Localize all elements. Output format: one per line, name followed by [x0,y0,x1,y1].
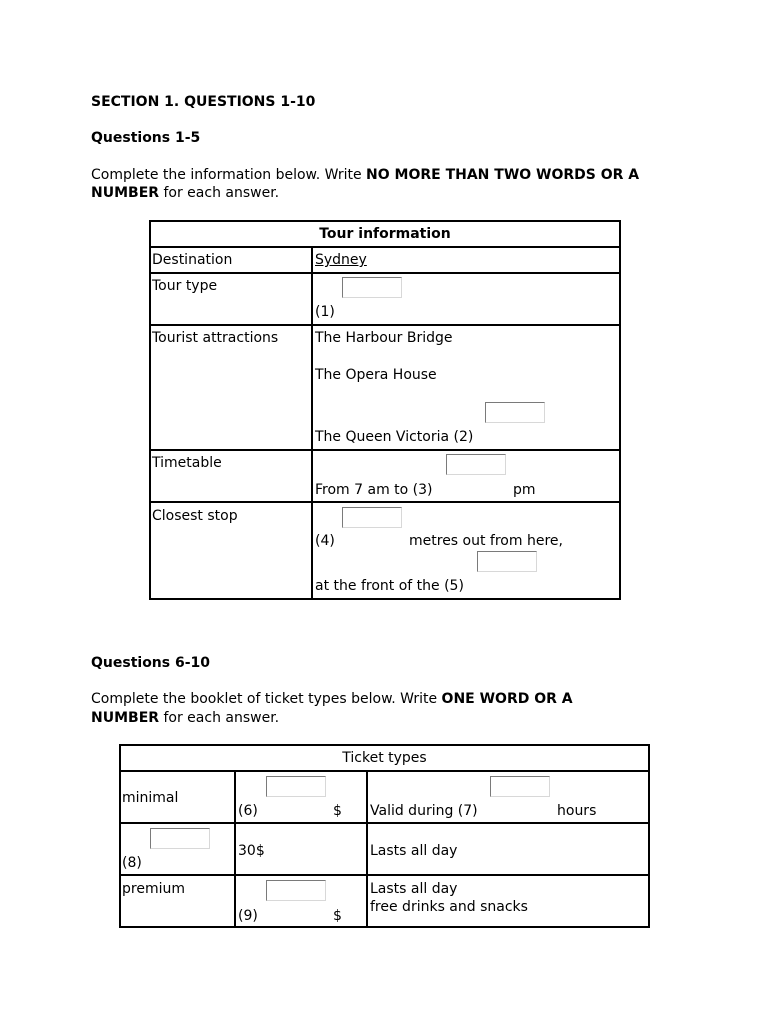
section-title: SECTION 1. QUESTIONS 1-10 [91,94,316,110]
part1-instructions-line2: NUMBER for each answer. [91,185,280,201]
attraction-harbour-bridge: The Harbour Bridge [315,330,453,346]
question-6-currency: $ [333,803,342,819]
answer-3-input[interactable] [446,454,506,475]
question-7-text: Valid during (7) [370,803,478,819]
destination-label: Destination [152,252,233,268]
question-4-label: (4) [315,533,335,549]
answer-9-input[interactable] [266,880,326,901]
timetable-text: From 7 am to (3) [315,482,433,498]
part2-instructions-line1: Complete the booklet of ticket types below. Write ONE WORD OR A [91,691,573,707]
tour-table-title: Tour information [319,226,451,242]
question-9-currency: $ [333,908,342,924]
question-9-label: (9) [238,908,258,924]
ticket-premium-desc-line1: Lasts all day [370,881,458,897]
question-6-label: (6) [238,803,258,819]
answer-2-input[interactable] [485,402,545,423]
ticket-table-title: Ticket types [342,750,427,766]
answer-5-input[interactable] [477,551,537,572]
answer-8-input[interactable] [150,828,210,849]
question-7-suffix: hours [557,803,597,819]
part2-heading: Questions 6-10 [91,655,211,671]
question-8-label: (8) [122,855,142,871]
timetable-suffix: pm [513,482,536,498]
question-5-text: at the front of the (5) [315,578,464,594]
ticket-standard-price: 30$ [238,843,265,859]
part2-instructions-line2: NUMBER for each answer. [91,710,280,726]
ticket-premium-desc-line2: free drinks and snacks [370,899,528,915]
closest-stop-label: Closest stop [152,508,238,524]
attraction-opera-house: The Opera House [315,367,437,383]
timetable-label: Timetable [152,455,222,471]
question-1-label: (1) [315,304,335,320]
ticket-minimal-label: minimal [122,790,179,806]
answer-1-input[interactable] [342,277,402,298]
tour-type-label: Tour type [152,278,218,294]
destination-value: Sydney [315,252,367,268]
question-4-suffix: metres out from here, [409,533,563,549]
tourist-attractions-label: Tourist attractions [152,330,279,346]
answer-4-input[interactable] [342,507,402,528]
attraction-queen-victoria: The Queen Victoria (2) [315,429,474,445]
answer-6-input[interactable] [266,776,326,797]
ticket-premium-label: premium [122,881,185,897]
ticket-standard-desc: Lasts all day [370,843,458,859]
answer-7-input[interactable] [490,776,550,797]
part1-instructions-line1: Complete the information below. Write NO MORE THAN TWO WORDS OR A [91,167,640,183]
part1-heading: Questions 1-5 [91,130,201,146]
